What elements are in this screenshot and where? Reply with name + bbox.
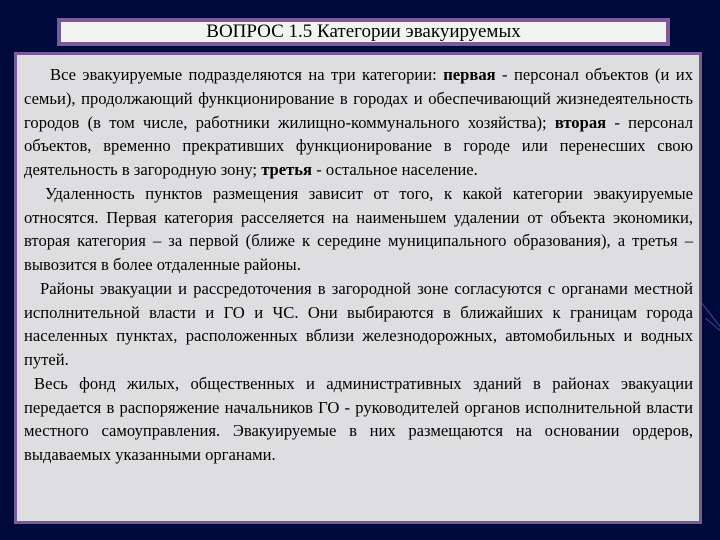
text-fragment: - персонал объектов (и их семьи), продолжающий функционирование в городах и обеспечивающий жизнедеятельность городов (в том числе, работники жилищно-коммунального хозяйства); bbox=[24, 65, 693, 132]
category-second-label: вторая bbox=[554, 112, 607, 132]
background-decor-line bbox=[705, 318, 720, 338]
slide-title-box bbox=[57, 18, 670, 46]
text-fragment: - остальное население. bbox=[312, 160, 478, 179]
paragraph-distance: Удаленность пунктов размещения зависит от того, к какой категории эвакуируемые относятся. Первая категория расселяется на наименьшем удалении от объекта экономики, вторая категория – за первой (ближе к середине муниципального образования), а третья – вывозится в более отдаленные районы. bbox=[24, 183, 693, 274]
category-third-label: третья bbox=[261, 160, 313, 179]
paragraph-housing-fund: Весь фонд жилых, общественных и административных зданий в районах эвакуации передается в распоряжение начальников ГО - руководителей органов исполнительной власти местного самоуправления. Эвакуируемые в них размещаются на основании ордеров, выдаваемых указанными органами. bbox=[24, 373, 693, 464]
slide-title: ВОПРОС 1.5 Категории эвакуируемых bbox=[206, 21, 521, 42]
text-fragment: - персонал объектов, временно прекративших функционирование в городе или перенесших свою деятельность в загородную зону; bbox=[24, 112, 693, 179]
content-box bbox=[14, 52, 702, 524]
category-first-label: первая bbox=[443, 65, 496, 84]
text-fragment: Все эвакуируемые подразделяются на три категории: bbox=[50, 65, 444, 84]
paragraph-categories bbox=[24, 63, 693, 182]
paragraph-evacuation-areas: Районы эвакуации и рассредоточения в загородной зоне согласуются с органами местной исполнительной власти и ГО и ЧС. Они выбираются в ближайших к границам города населенных пунктах, расположенных вблизи железнодорожных, автомобильных и водных путей. bbox=[24, 278, 693, 369]
